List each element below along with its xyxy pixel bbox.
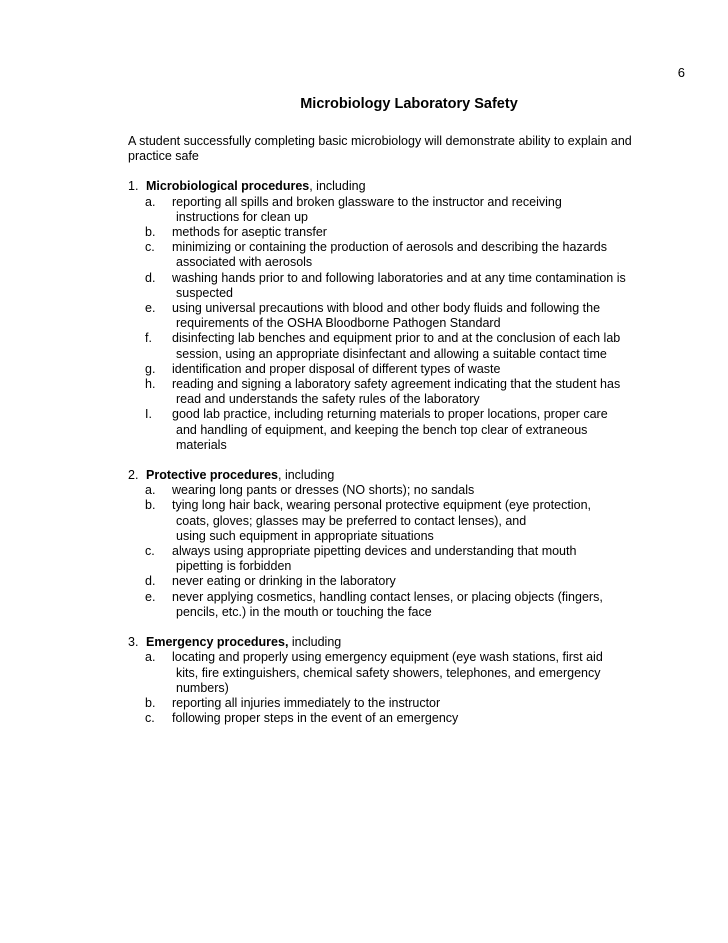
list-item — [128, 650, 688, 696]
item-text-line: locating and properly using emergency equipment (eye wash stations, first aid — [172, 650, 603, 665]
list-item — [128, 271, 688, 301]
list-item — [128, 483, 688, 498]
item-text-line: instructions for clean up — [176, 209, 309, 224]
item-label: d. — [145, 574, 156, 589]
item-label: h. — [145, 377, 156, 392]
section-2 — [128, 468, 688, 620]
item-label: g. — [145, 361, 156, 376]
list-item — [128, 225, 688, 240]
item-text-line: reporting all injuries immediately to the instructor — [172, 695, 441, 710]
item-text-line: reading and signing a laboratory safety agreement indicating that the student has — [172, 377, 621, 392]
item-text-line: materials — [176, 437, 227, 452]
section-list — [128, 179, 688, 726]
item-text-line: minimizing or containing the production of aerosols and describing the hazards — [172, 240, 607, 255]
item-text-line: tying long hair back, wearing personal protective equipment (eye protection, — [172, 498, 591, 513]
section-heading — [128, 179, 688, 194]
item-text-line: and handling of equipment, and keeping the bench top clear of extraneous — [176, 422, 588, 437]
item-text-line: never applying cosmetics, handling contact lenses, or placing objects (fingers, — [172, 589, 603, 604]
item-text-line: coats, gloves; glasses may be preferred to contact lenses), and — [176, 513, 527, 528]
item-label: d. — [145, 270, 156, 285]
list-item — [128, 240, 688, 270]
section-title: Protective procedures — [146, 468, 278, 483]
item-label: e. — [145, 589, 156, 604]
item-label: a. — [145, 194, 156, 209]
intro-paragraph — [128, 134, 688, 164]
list-item — [128, 407, 688, 453]
section-number: 2. — [128, 468, 139, 483]
section-number: 3. — [128, 635, 139, 650]
list-item — [128, 590, 688, 620]
list-item — [128, 544, 688, 574]
section-heading — [128, 468, 688, 483]
item-label: b. — [145, 225, 156, 240]
item-text-line: kits, fire extinguishers, chemical safety showers, telephones, and emergency — [176, 665, 601, 680]
item-text-line: associated with aerosols — [176, 255, 313, 270]
item-text-line: methods for aseptic transfer — [172, 225, 327, 240]
list-item — [128, 711, 688, 726]
item-text-line: identification and proper disposal of different types of waste — [172, 361, 501, 376]
section-1 — [128, 179, 688, 453]
item-text-line: pipetting is forbidden — [176, 559, 292, 574]
item-text-line: reporting all spills and broken glassware to the instructor and receiving — [172, 194, 562, 209]
item-label: e. — [145, 301, 156, 316]
item-text-line: numbers) — [176, 680, 229, 695]
item-text-line: following proper steps in the event of an emergency — [172, 711, 459, 726]
section-title: Microbiological procedures — [146, 179, 310, 194]
item-text-line: always using appropriate pipetting devices and understanding that mouth — [172, 544, 577, 559]
item-label: c. — [145, 240, 155, 255]
list-item — [128, 331, 688, 361]
item-text-line: read and understands the safety rules of the laboratory — [176, 392, 480, 407]
list-item — [128, 574, 688, 589]
item-label: a. — [145, 483, 156, 498]
item-label: a. — [145, 650, 156, 665]
list-item — [128, 362, 688, 377]
item-label: b. — [145, 498, 156, 513]
section-title: Emergency procedures, — [146, 635, 289, 650]
list-item — [128, 301, 688, 331]
item-label: c. — [145, 544, 155, 559]
item-text-line: good lab practice, including returning materials to proper locations, proper care — [172, 407, 608, 422]
section-number: 1. — [128, 179, 139, 194]
list-item — [128, 696, 688, 711]
item-text-line: using universal precautions with blood and other body fluids and following the — [172, 301, 601, 316]
page-number: 6 — [677, 65, 685, 80]
item-text-line: suspected — [176, 285, 233, 300]
item-text-line: disinfecting lab benches and equipment prior to and at the conclusion of each lab — [172, 331, 621, 346]
item-text-line: washing hands prior to and following laboratories and at any time contamination is — [172, 270, 626, 285]
section-suffix: , including — [278, 468, 335, 483]
section-3 — [128, 635, 688, 726]
item-label: f. — [145, 331, 152, 346]
list-item — [128, 195, 688, 225]
intro-line: practice safe — [128, 149, 199, 164]
item-text-line: wearing long pants or dresses (NO shorts); no sandals — [172, 483, 475, 498]
item-label: I. — [145, 407, 152, 422]
item-text-line: never eating or drinking in the laboratory — [172, 574, 396, 589]
section-suffix: , including — [309, 179, 366, 194]
section-heading — [128, 635, 688, 650]
intro-line: A student successfully completing basic microbiology will demonstrate ability to explain and — [128, 134, 632, 148]
item-label: c. — [145, 711, 155, 726]
list-item — [128, 498, 688, 544]
item-text-line: using such equipment in appropriate situations — [176, 528, 434, 543]
item-label: b. — [145, 695, 156, 710]
section-suffix: including — [288, 635, 342, 650]
item-text-line: requirements of the OSHA Bloodborne Pathogen Standard — [176, 316, 501, 331]
list-item — [128, 377, 688, 407]
document-body — [128, 134, 688, 741]
item-text-line: pencils, etc.) in the mouth or touching the face — [176, 604, 432, 619]
page-title: Microbiology Laboratory Safety — [300, 96, 518, 112]
item-text-line: session, using an appropriate disinfectant and allowing a suitable contact time — [176, 346, 607, 361]
